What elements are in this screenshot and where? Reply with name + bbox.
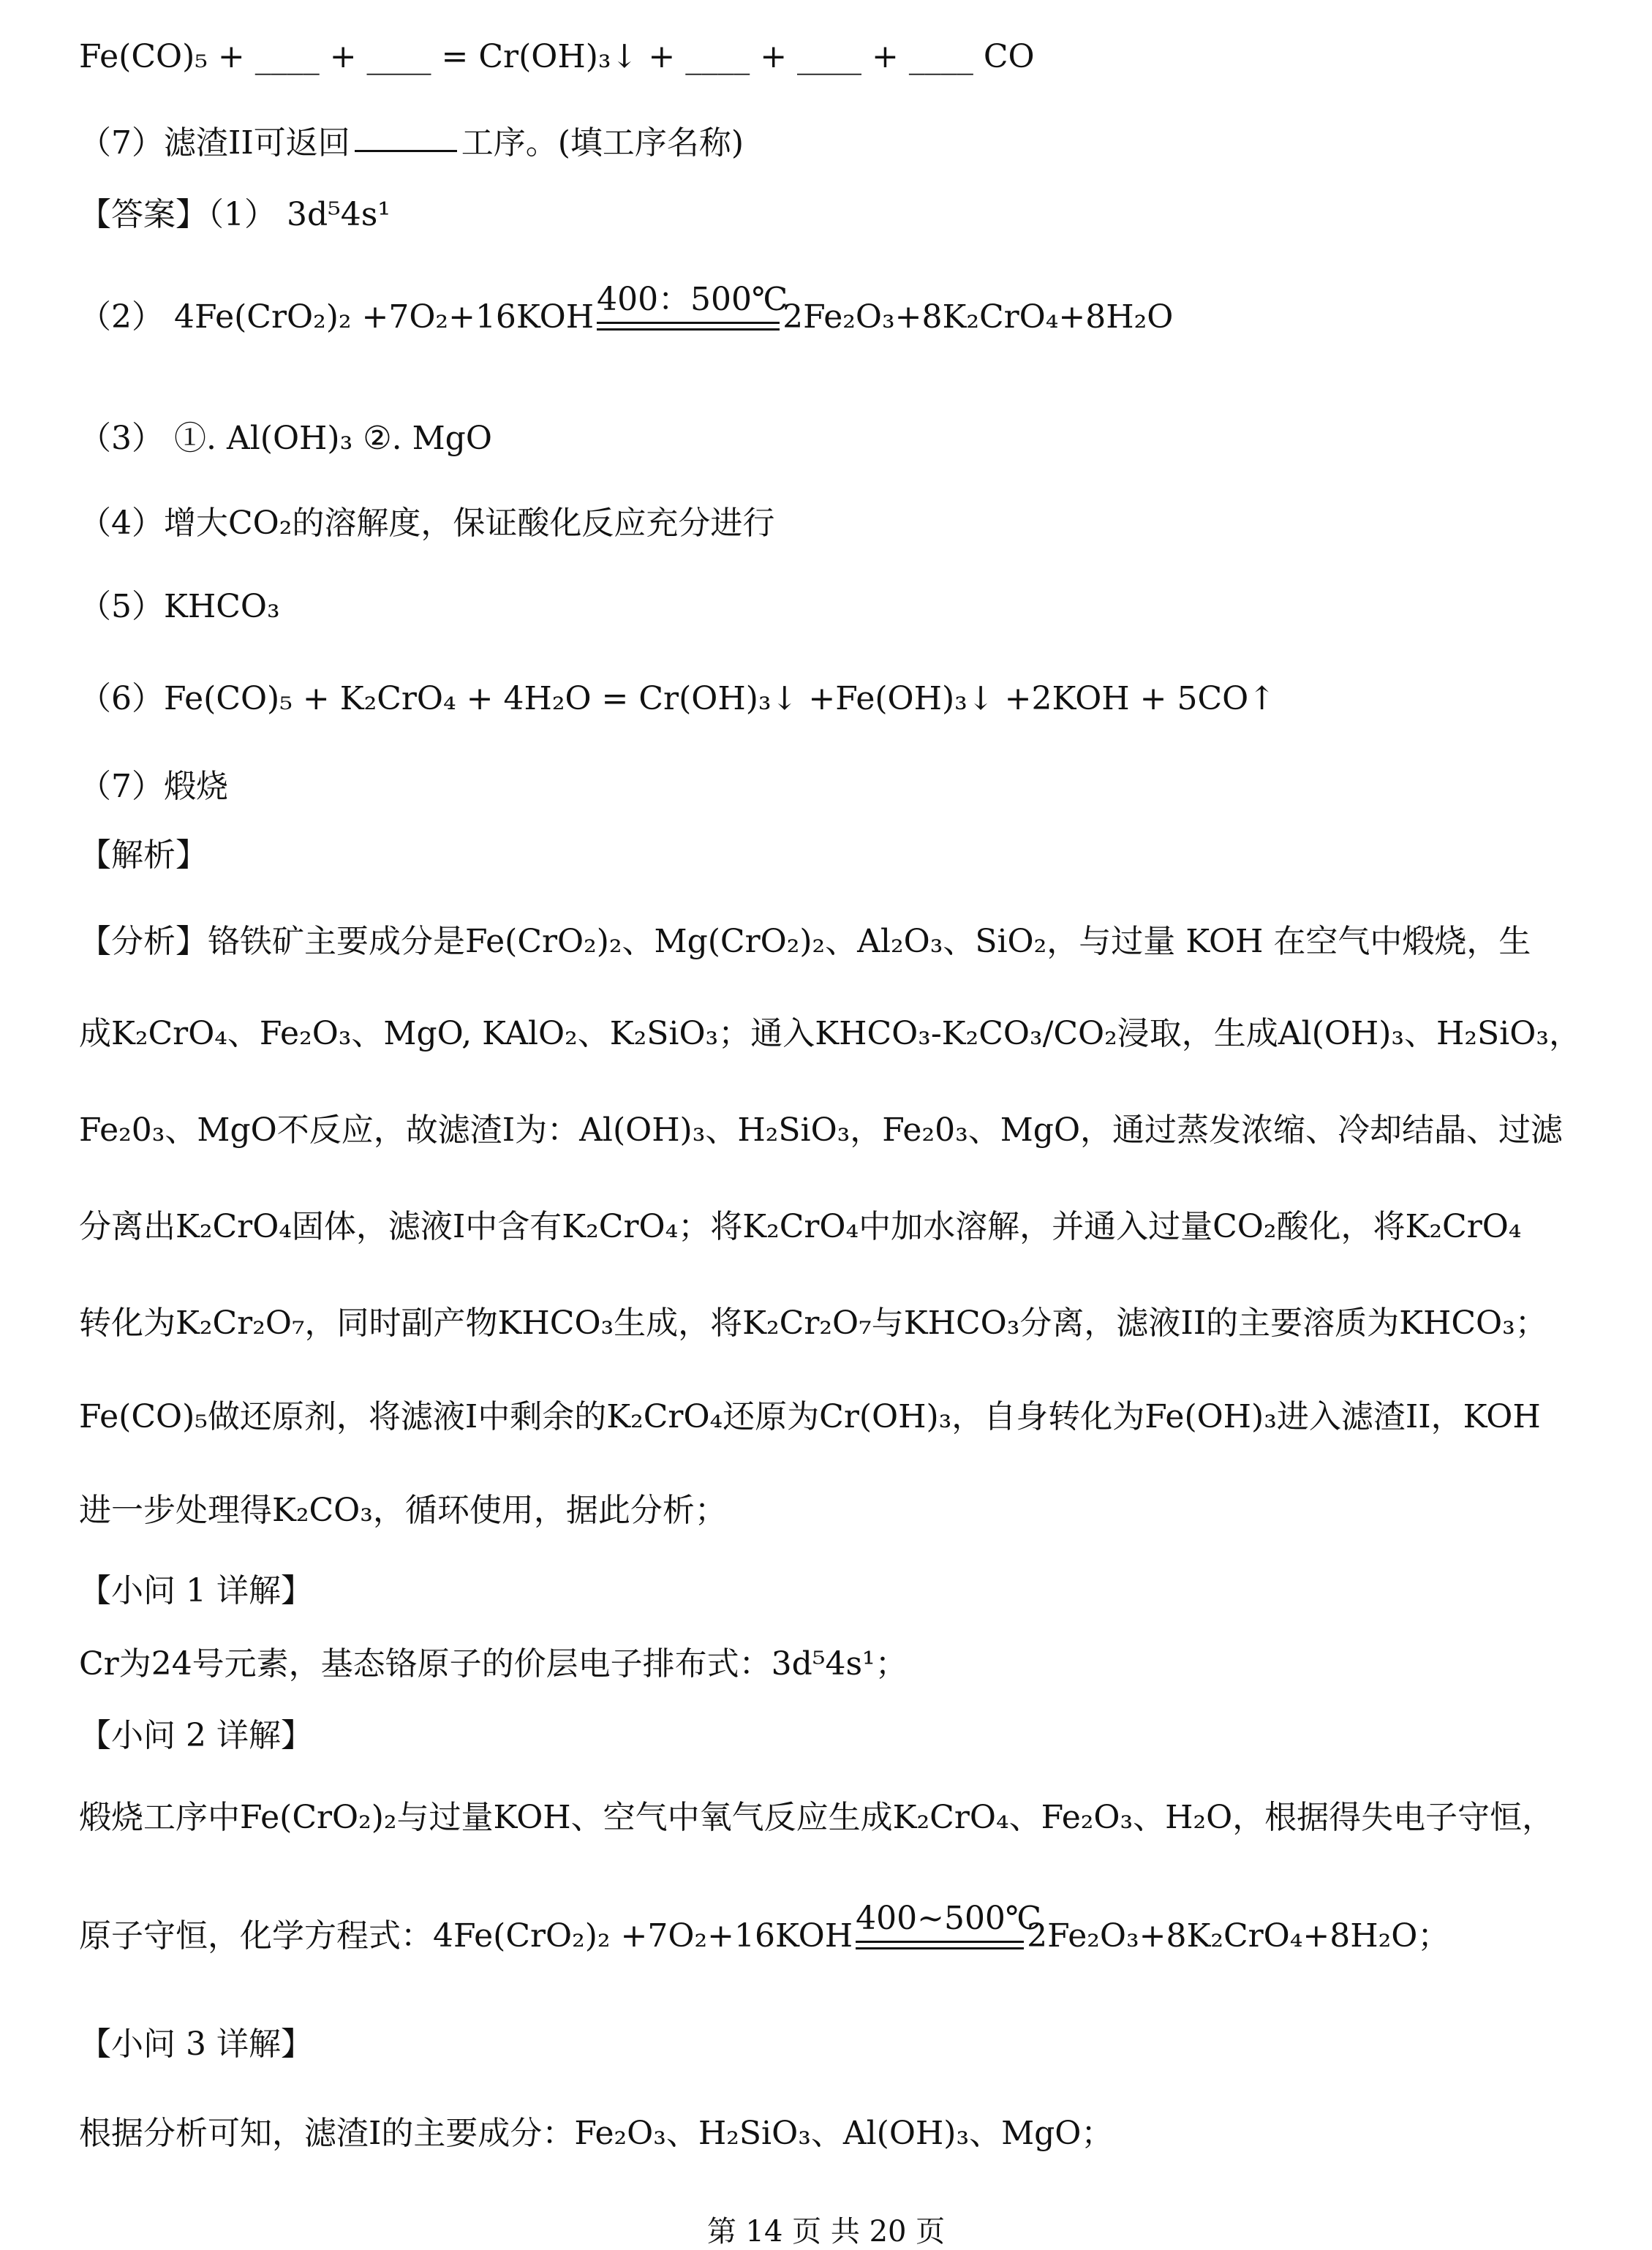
detail-2-prefix: 原子守恒，化学方程式：4Fe(CrO₂)₂ +7O₂+16KOH xyxy=(79,1917,853,1955)
q7-prefix: （7）滤渣II可返回 xyxy=(79,124,350,162)
reaction-condition xyxy=(856,1900,1042,1949)
detail-2-header: 【小问 2 详解】 xyxy=(79,1717,313,1754)
condition-text: 400~500℃ xyxy=(856,1900,1042,1937)
answer-header: 【答案】（1） 3d⁵4s¹ xyxy=(79,196,391,233)
analysis-line: Fe(CO)₅做还原剂，将滤液I中剩余的K₂CrO₄还原为Cr(OH)₃，自身转化为Fe(OH)₃进入滤渣II，KOH xyxy=(79,1398,1541,1435)
page-footer: 第 14 页 共 20 页 xyxy=(706,2215,946,2249)
detail-1-header: 【小问 1 详解】 xyxy=(79,1572,313,1609)
q7-blank[interactable] xyxy=(355,150,457,152)
reaction-condition xyxy=(597,281,788,331)
condition-text: 400：500℃ xyxy=(597,281,788,318)
analysis-line: 分离出K₂CrO₄固体，滤液I中含有K₂CrO₄；将K₂CrO₄中加水溶解，并通入过量CO₂酸化，将K₂CrO₄ xyxy=(79,1208,1522,1245)
analysis-line: 【分析】铬铁矿主要成分是Fe(CrO₂)₂、Mg(CrO₂)₂、Al₂O₃、SiO₂，与过量 KOH 在空气中煅烧，生 xyxy=(79,923,1531,960)
detail-2-line1: 煅烧工序中Fe(CrO₂)₂与过量KOH、空气中氧气反应生成K₂CrO₄、Fe₂O₃、H₂O，根据得失电子守恒， xyxy=(79,1799,1555,1836)
q7-suffix: 工序。(填工序名称) xyxy=(461,124,744,162)
answer-3: （3） ①. Al(OH)₃ ②. MgO xyxy=(79,420,492,457)
q7-question xyxy=(79,124,744,162)
detail-3-text: 根据分析可知，滤渣I的主要成分：Fe₂O₃、H₂SiO₃、Al(OH)₃、MgO； xyxy=(79,2115,1114,2152)
analysis-line: 进一步处理得K₂CO₃，循环使用，据此分析； xyxy=(79,1492,727,1529)
answer-4: （4）增大CO₂的溶解度，保证酸化反应充分进行 xyxy=(79,505,775,542)
answer-2-prefix: （2） 4Fe(CrO₂)₂ +7O₂+16KOH xyxy=(79,298,595,336)
detail-2-equation xyxy=(79,1900,1450,1955)
detail-1-text: Cr为24号元素，基态铬原子的价层电子排布式：3d⁵4s¹； xyxy=(79,1645,908,1683)
answer-7: （7）煅烧 xyxy=(79,768,228,805)
answer-5: （5）KHCO₃ xyxy=(79,588,280,625)
equals-double-line xyxy=(597,322,780,331)
answer-6: （6）Fe(CO)₅ + K₂CrO₄ + 4H₂O = Cr(OH)₃↓ +Fe(OH)₃↓ +2KOH + 5CO↑ xyxy=(79,680,1276,717)
answer-2-suffix: 2Fe₂O₃+8K₂CrO₄+8H₂O xyxy=(782,298,1174,336)
detail-2-suffix: 2Fe₂O₃+8K₂CrO₄+8H₂O； xyxy=(1027,1917,1450,1955)
q6-equation: Fe(CO)₅ + ____ + ____ = Cr(OH)₃↓ + ____ + ____ + ____ CO xyxy=(79,38,1035,75)
analysis-header: 【解析】 xyxy=(79,837,208,874)
analysis-line: Fe₂0₃、MgO不反应，故滤渣I为：Al(OH)₃、H₂SiO₃，Fe₂0₃、MgO，通过蒸发浓缩、冷却结晶、过滤 xyxy=(79,1111,1564,1149)
detail-3-header: 【小问 3 详解】 xyxy=(79,2026,313,2063)
analysis-line: 转化为K₂Cr₂O₇，同时副产物KHCO₃生成，将K₂Cr₂O₇与KHCO₃分离，滤液II的主要溶质为KHCO₃； xyxy=(79,1305,1547,1342)
answer-2 xyxy=(79,281,1174,336)
equals-double-line xyxy=(856,1941,1024,1949)
analysis-line: 成K₂CrO₄、Fe₂O₃、MgO, KAlO₂、K₂SiO₃；通入KHCO₃-K₂CO₃/CO₂浸取，生成Al(OH)₃、H₂SiO₃， xyxy=(79,1015,1581,1052)
